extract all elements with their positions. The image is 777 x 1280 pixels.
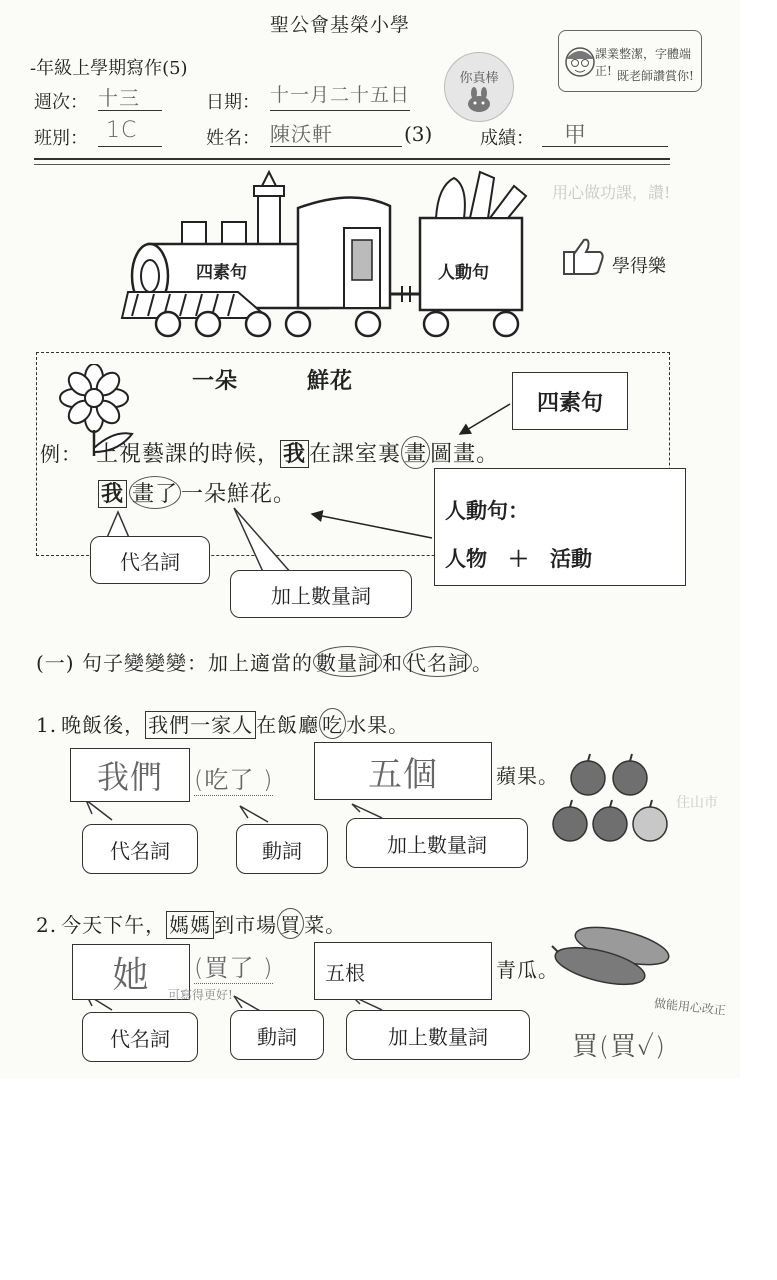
quantity-callout-text: 加上數量詞: [271, 583, 371, 608]
q1-c: 水果。: [346, 713, 410, 737]
car-label: 人動句: [438, 263, 489, 283]
q1-quantity-answer: 五個: [368, 754, 438, 795]
q1-sentence: [36, 708, 409, 739]
q2-teacher-note: 可寫得更好!: [168, 988, 233, 1002]
section-title-end: 。: [471, 651, 493, 675]
q2-quantity-label-text: 加上數量詞: [388, 1024, 488, 1049]
q2-verb-answer: (買了 ): [194, 948, 273, 984]
sticker-text: 你真棒: [459, 71, 499, 86]
q1-verb-label-text: 動詞: [262, 838, 302, 863]
q1-number: 1.: [36, 713, 58, 737]
four-element-text: 四素句: [536, 389, 603, 416]
example-line1-a: 上視藝課的時候，: [96, 442, 281, 467]
cucumbers-icon: [550, 922, 674, 992]
q1-pronoun-answer-box: [70, 748, 190, 802]
name-value: 陳沃軒: [270, 122, 333, 146]
example-line1-verb: 畫: [401, 436, 430, 469]
section-title-quantity: 數量詞: [313, 646, 382, 677]
q1-pronoun-answer: 我們: [96, 758, 163, 796]
q2-c: 菜。: [304, 913, 347, 937]
learn-label: 學得樂: [612, 256, 666, 277]
faded-note: 用心做功課，讚!: [552, 183, 671, 202]
example-line1-b: 在課室裏: [309, 442, 402, 467]
engine-label: 四素句: [196, 263, 247, 283]
q2-correction-note: 做能用心改正: [653, 996, 727, 1018]
week-label: 週次：: [34, 92, 88, 113]
worksheet-title: -年級上學期寫作(5): [30, 58, 188, 79]
score-label: 成績：: [480, 128, 534, 149]
q2-pronoun-answer: 她: [112, 954, 150, 996]
q1-verb-label: [236, 824, 328, 874]
apples-icon: [548, 748, 674, 848]
q2-correction: 買(買✓): [572, 1032, 667, 1062]
q2-pronoun-label-text: 代名詞: [110, 1026, 170, 1051]
school-name: 聖公會基榮小學: [270, 14, 411, 36]
q2-quantity-answer-box: [314, 942, 492, 1000]
flower-title: 一朵 鮮花: [192, 368, 354, 394]
q2-sentence: [36, 908, 346, 939]
q1-a: 晚飯後，: [61, 713, 146, 737]
student-number: (3): [404, 122, 433, 146]
score-value: 甲: [564, 123, 588, 148]
people-action-title: 人動句：: [445, 498, 529, 523]
class-value: 1C: [106, 118, 138, 143]
example-prefix: 例：: [40, 442, 82, 466]
people-action-formula: 人物 ＋ 活動: [445, 546, 592, 571]
q1-quantity-label: [346, 818, 528, 868]
q2-verb: 買: [277, 908, 304, 939]
example-line1-subject: 我: [280, 440, 309, 468]
class-label: 班別：: [34, 128, 88, 149]
quantity-callout: [230, 570, 412, 618]
q1-side-note: 住山市: [676, 795, 718, 811]
date-value: 十一月二十五日: [270, 84, 411, 106]
date-label: 日期：: [206, 92, 260, 113]
q2-b: 到市場: [214, 913, 278, 937]
q1-object: 蘋果。: [496, 764, 559, 788]
q2-quantity-label: [346, 1010, 530, 1060]
q2-a: 今天下午，: [61, 913, 167, 937]
example-line2-subject: 我: [98, 480, 127, 508]
q1-subject: 我們一家人: [145, 711, 256, 739]
q1-quantity-label-text: 加上數量詞: [387, 832, 487, 857]
q2-pronoun-label: [82, 1012, 198, 1062]
q1-verb: 吃: [319, 708, 346, 739]
q2-object: 青瓜。: [496, 958, 559, 982]
week-value: 十三: [98, 86, 140, 110]
section-title-pronoun: 代名詞: [403, 646, 472, 677]
q1-pronoun-label-text: 代名詞: [110, 838, 170, 863]
q2-subject: 媽媽: [166, 911, 214, 939]
q2-verb-label-text: 動詞: [257, 1024, 297, 1049]
q2-number: 2.: [36, 913, 58, 937]
example-line2-rest: 一朵鮮花。: [181, 482, 297, 507]
section-title-and: 和: [381, 651, 403, 675]
q1-verb-answer: (吃了 ): [194, 760, 273, 796]
q1-quantity-answer-box: [314, 742, 492, 800]
pronoun-callout: [90, 536, 210, 584]
example-line2-verb: 畫了: [129, 476, 181, 509]
q1-pronoun-label: [82, 824, 198, 874]
section-title-a: (一) 句子變變變：加上適當的: [36, 651, 313, 675]
pronoun-callout-text: 代名詞: [120, 549, 180, 574]
q2-verb-label: [230, 1010, 324, 1060]
stamp-line-1: 課業整潔，字體端正!: [595, 47, 692, 78]
section-title: [36, 646, 493, 677]
q2-quantity-answer: 五根: [325, 960, 365, 985]
stamp-line-2: 既老師讚賞你!: [617, 69, 694, 83]
name-label: 姓名：: [206, 128, 260, 149]
q1-b: 在飯廳: [256, 713, 320, 737]
example-line1-c: 圖畫。: [430, 442, 500, 467]
